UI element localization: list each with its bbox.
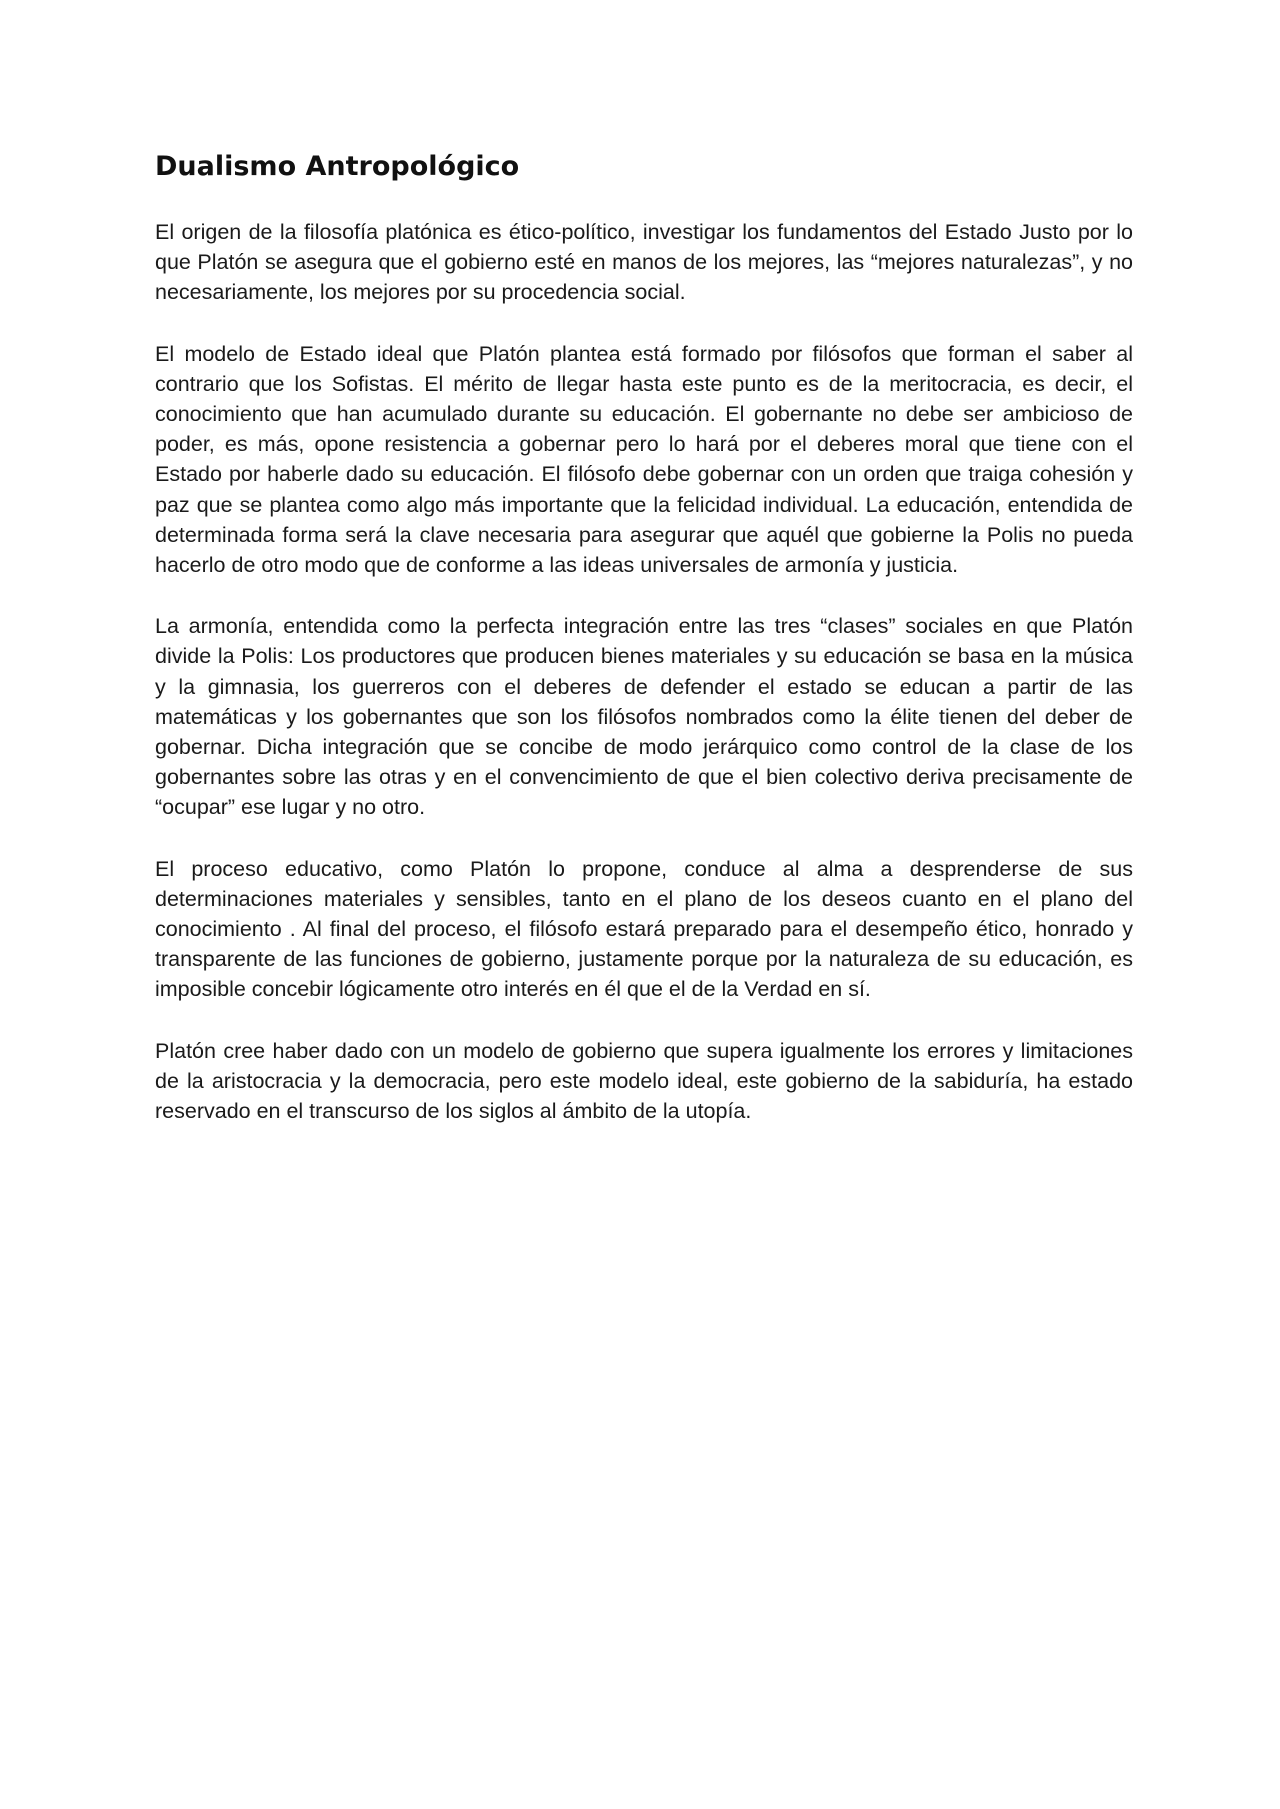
paragraph-2: El modelo de Estado ideal que Platón plantea está formado por filósofos que forman el saber al contrario que los Sofistas. El mérito de llegar hasta este punto es de la meritocracia, es decir, el conocimiento que han acumulado durante su educación. El gobernante no debe ser ambicioso de poder, es más, opone resistencia a gobernar pero lo hará por el deberes moral que tiene con el Estado por haberle dado su educación. El filósofo debe gobernar con un orden que traiga cohesión y paz que se plantea como algo más importante que la felicidad individual. La educación, entendida de determinada forma será la clave necesaria para asegurar que aquél que gobierne la Polis no pueda hacerlo de otro modo que de conforme a las ideas universales de armonía y justicia. — [155, 341, 1133, 578]
document-body — [155, 147, 1133, 1157]
paragraph-4: El proceso educativo, como Platón lo propone, conduce al alma a desprenderse de sus determinaciones materiales y sensibles, tanto en el plano de los deseos cuanto en el plano del conocimiento . Al final del proceso, el filósofo estará preparado para el desempeño ético, honrado y transparente de las funciones de gobierno, justamente porque por la naturaleza de su educación, es imposible concebir lógicamente otro interés en él que el de la Verdad en sí. — [155, 856, 1133, 1002]
paragraph-3: La armonía, entendida como la perfecta integración entre las tres “clases” sociales en que Platón divide la Polis: Los productores que producen bienes materiales y su educación se basa en la música y la gimnasia, los guerreros con el deberes de defender el estado se educan a partir de las matemáticas y los gobernantes que son los filósofos nombrados como la élite tienen del deber de gobernar. Dicha integración que se concibe de modo jerárquico como control de la clase de los gobernantes sobre las otras y en el convencimiento de que el bien colectivo deriva precisamente de “ocupar” ese lugar y no otro. — [155, 614, 1133, 820]
document-title: Dualismo Antropológico — [155, 151, 520, 182]
paragraph-5: Platón cree haber dado con un modelo de gobierno que supera igualmente los errores y limitaciones de la aristocracia y la democracia, pero este modelo ideal, este gobierno de la sabiduría, ha estado reservado en el transcurso de los siglos al ámbito de la utopía. — [155, 1038, 1133, 1124]
paragraph-1: El origen de la filosofía platónica es ético-político, investigar los fundamentos del Estado Justo por lo que Platón se asegura que el gobierno esté en manos de los mejores, las “mejores naturalezas”, y no necesariamente, los mejores por su procedencia social. — [155, 220, 1133, 305]
